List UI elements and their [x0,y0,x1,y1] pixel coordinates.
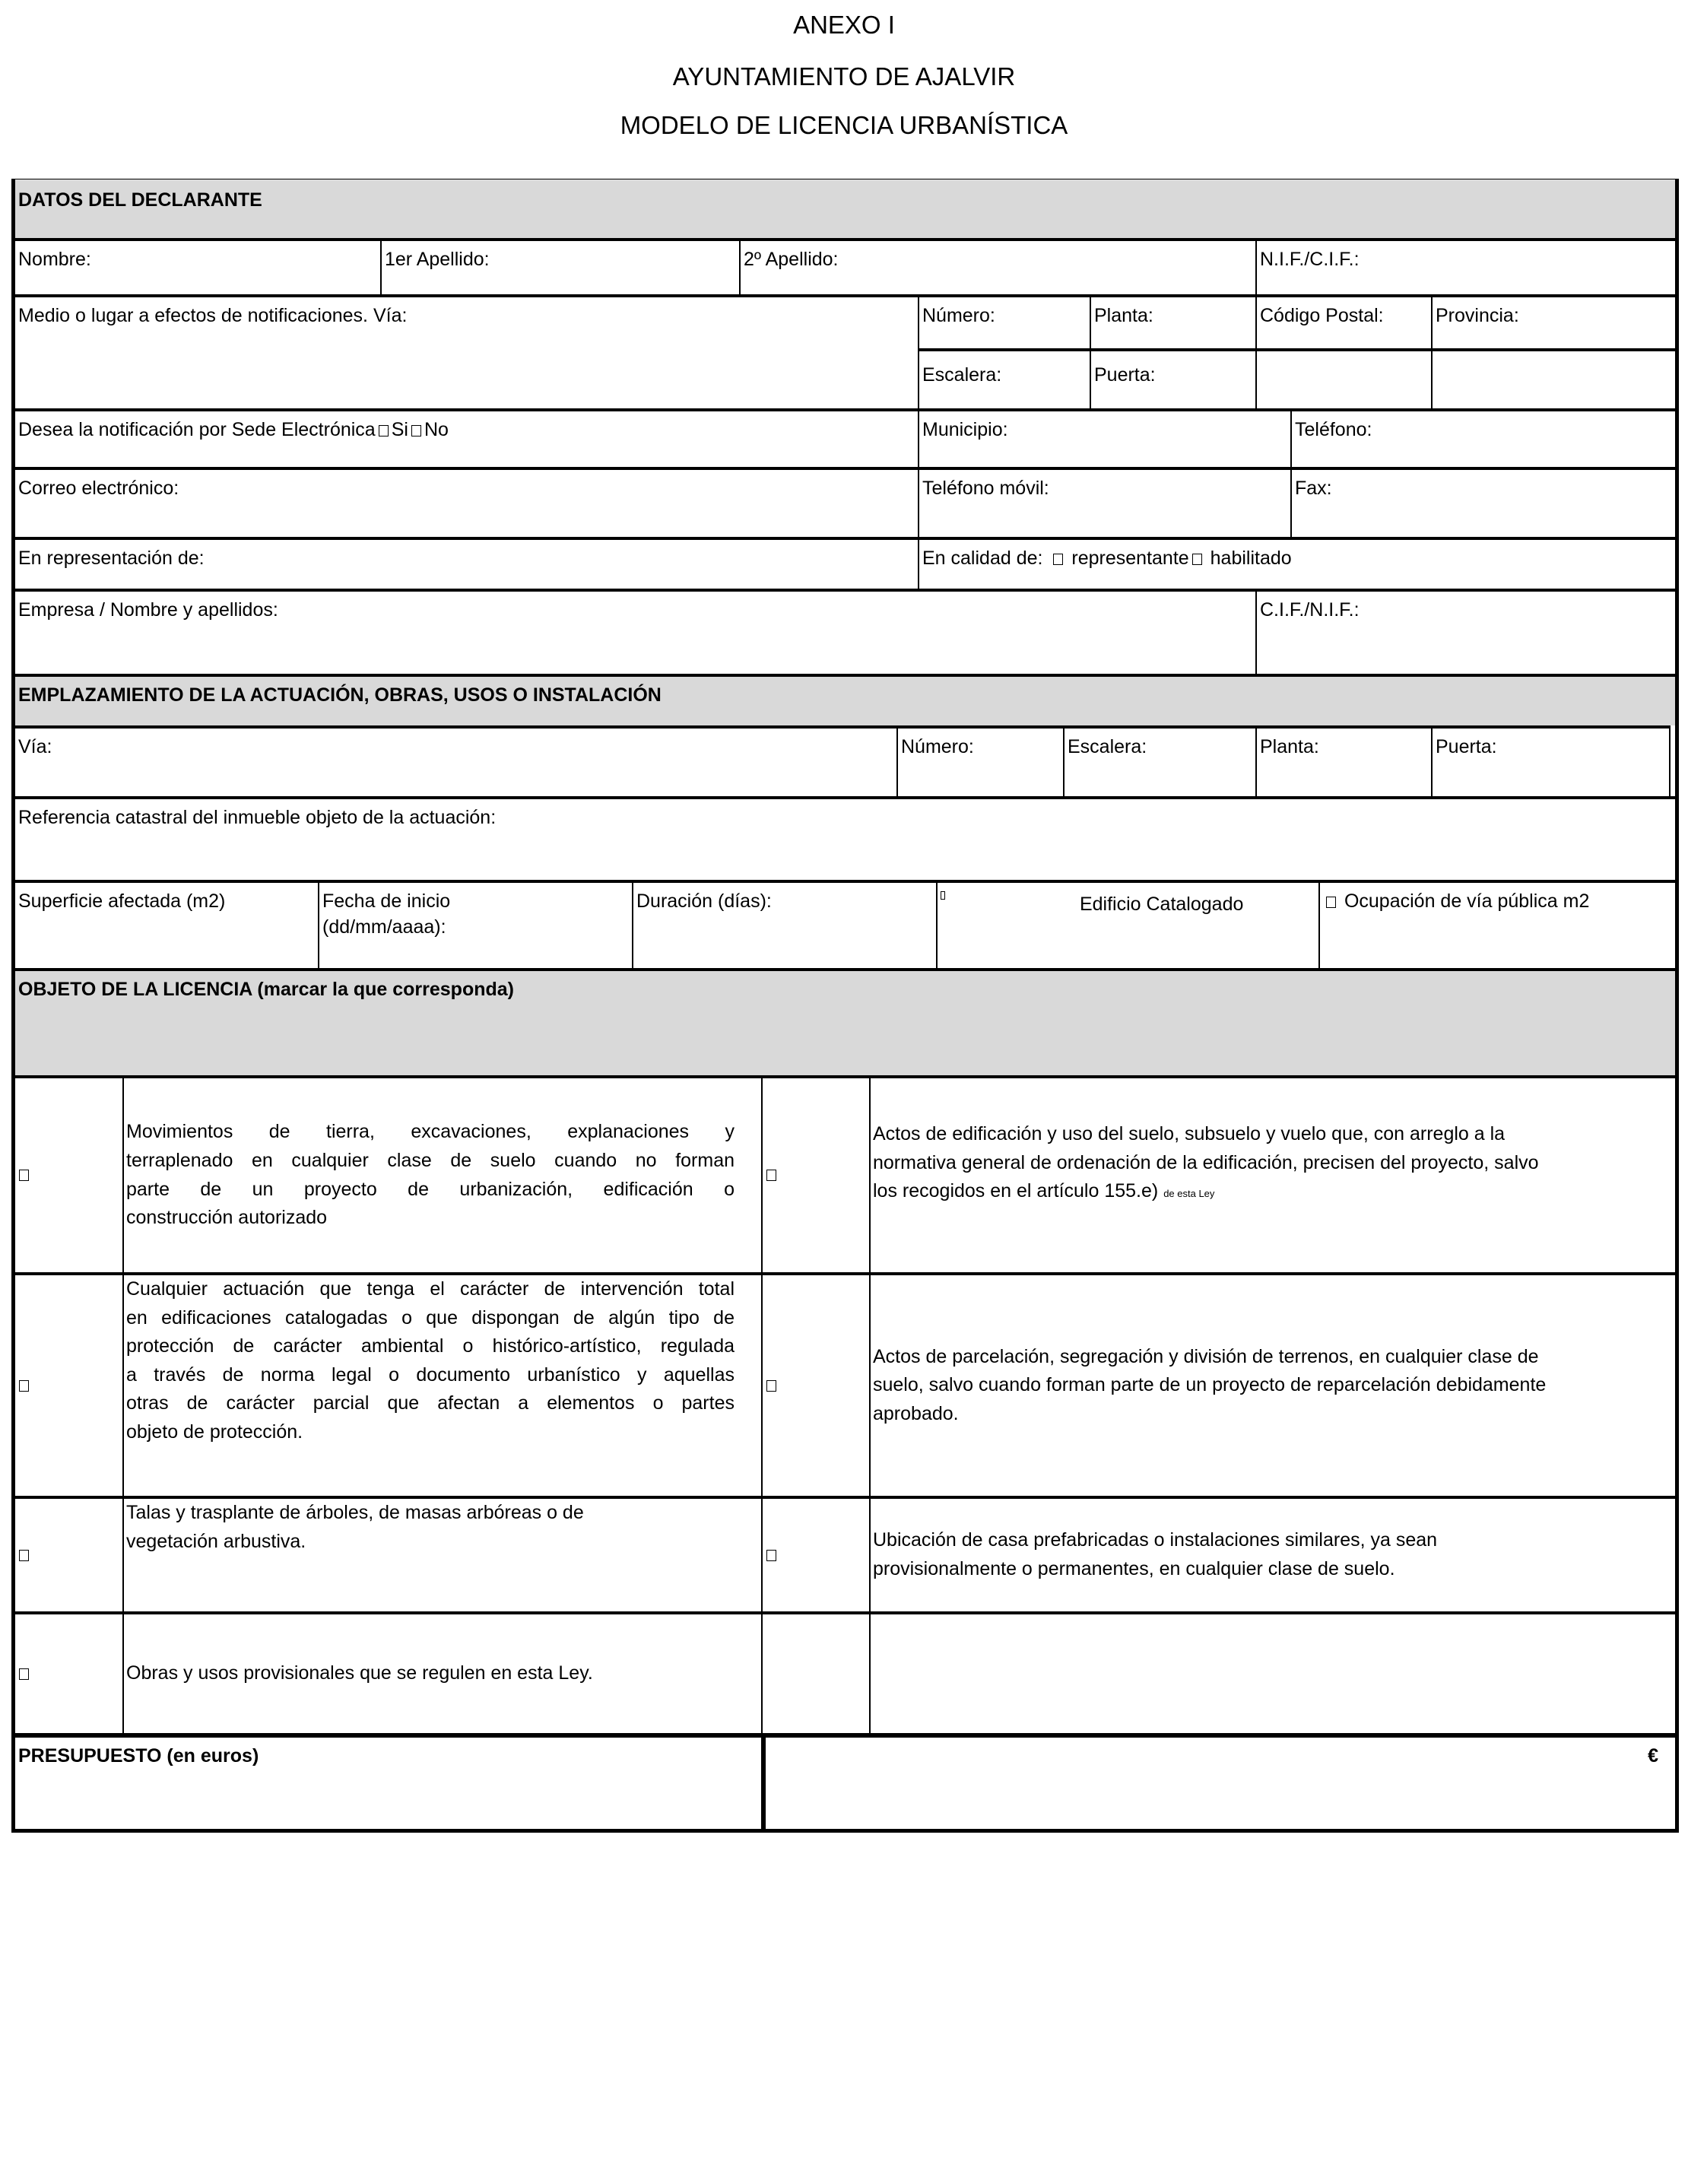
presupuesto-input[interactable] [761,1733,1675,1833]
objeto-checkbox-cell [15,1075,122,1272]
annex-title: ANEXO I [793,11,895,39]
habilitado-checkbox[interactable] [1192,554,1202,565]
referencia-catastral-field[interactable]: Referencia catastral del inmueble objeto de la actuación: [15,796,1675,880]
objeto-option-line: objeto de protección. [126,1421,303,1443]
objeto-option-line [873,1177,1671,1208]
objeto-option-line: Ubicación de casa prefabricadas o instalaciones similares, ya sean [873,1529,1438,1551]
license-form [11,179,1679,1833]
apellido1-field[interactable]: 1er Apellido: [380,238,739,294]
objeto-checkbox[interactable] [766,1380,776,1392]
objeto-option-line: Actos de parcelación, segregación y división de terrenos, en cualquier clase de [873,1345,1539,1367]
objeto-checkbox-cell [15,1272,122,1496]
sede-electronica-row [15,408,918,467]
objeto-checkbox-cell [761,1272,869,1496]
objeto-option-line: terraplenado en cualquier clase de suelo cuando no forman [126,1149,735,1171]
section-header-emplazamiento: EMPLAZAMIENTO DE LA ACTUACIÓN, OBRAS, USOS O INSTALACIÓN [15,674,1675,725]
emplazamiento-planta-field[interactable]: Planta: [1255,725,1431,796]
objeto-title: OBJETO DE LA LICENCIA [18,979,252,1000]
objeto-option-line: Cualquier actuación que tenga el carácter de intervención total [126,1278,735,1300]
objeto-option-line: Obras y usos provisionales que se regulen en esta Ley. [126,1662,593,1684]
objeto-checkbox[interactable] [19,1668,29,1680]
objeto-checkbox[interactable] [766,1550,776,1561]
fecha-inicio-format: (dd/mm/aaaa): [322,916,446,938]
planta-field[interactable]: Planta: [1090,294,1255,348]
catalogado-label: Edificio Catalogado [1079,894,1244,915]
sede-si-checkbox[interactable] [379,425,389,436]
objeto-option-text-cell [869,1075,1675,1272]
objeto-option-line: vegetación arbustiva. [126,1530,306,1552]
objeto-option-line: Actos de edificación y uso del suelo, subsuelo y vuelo que, con arreglo a la [873,1123,1506,1144]
objeto-option-text-cell [122,1075,761,1272]
objeto-checkbox-cell [761,1611,869,1733]
objeto-option-line: aprobado. [873,1402,959,1424]
currency-symbol: € [1648,1745,1658,1767]
provincia-value[interactable] [1431,348,1675,408]
catalogado-cell [936,880,1318,968]
objeto-checkbox[interactable] [19,1550,29,1561]
objeto-option-text-cell [122,1496,761,1611]
objeto-option-text-cell [869,1272,1675,1496]
via-field[interactable]: Vía: [15,725,896,796]
representante-label: representante [1071,548,1189,569]
emplazamiento-puerta-field[interactable]: Puerta: [1431,725,1671,796]
objeto-option-line: a través de norma legal o documento urbanístico y aquellas [126,1363,735,1386]
objeto-option-line: en edificaciones catalogadas o que dispongan de algún tipo de [126,1306,735,1328]
apellido2-field[interactable]: 2º Apellido: [739,238,1255,294]
ocupacion-cell [1318,880,1675,968]
escalera-field[interactable]: Escalera: [918,348,1090,408]
objeto-option-text-cell [122,1272,761,1496]
objeto-checkbox[interactable] [19,1170,29,1181]
fecha-inicio-field[interactable] [318,880,632,968]
representante-checkbox[interactable] [1053,554,1063,565]
form-title: MODELO DE LICENCIA URBANÍSTICA [620,111,1068,139]
section-header-declarante: DATOS DEL DECLARANTE [15,179,1675,238]
municipality-title: AYUNTAMIENTO DE AJALVIR [672,62,1016,90]
codigo-postal-value[interactable] [1255,348,1431,408]
sede-no-label: No [424,419,449,440]
calidad-label: En calidad de: [922,548,1043,569]
puerta-field[interactable]: Puerta: [1090,348,1255,408]
objeto-option-line: provisionalmente o permanentes, en cualquier clase de suelo. [873,1558,1395,1579]
objeto-option-line: Movimientos de tierra, excavaciones, explanaciones y [126,1121,735,1143]
objeto-option-line: parte de un proyecto de urbanización, edificación o [126,1178,735,1200]
objeto-option-line: Talas y trasplante de árboles, de masas arbóreas o de [126,1502,584,1523]
nombre-field[interactable]: Nombre: [15,238,380,294]
emplazamiento-escalera-field[interactable]: Escalera: [1063,725,1255,796]
municipio-field[interactable]: Municipio: [918,408,1290,467]
objeto-option-line-text: los recogidos en el artículo 155.e) [873,1180,1159,1202]
objeto-option-line: normativa general de ordenación de la edificación, precisen del proyecto, salvo [873,1151,1539,1173]
section-header-objeto [15,968,1675,1075]
objeto-subtitle: (marcar la que corresponda) [252,979,514,1000]
telefono-field[interactable]: Teléfono: [1290,408,1675,467]
objeto-checkbox-cell [761,1075,869,1272]
correo-field[interactable]: Correo electrónico: [15,467,918,537]
objeto-option-text-cell [869,1611,1675,1733]
catalogado-checkbox[interactable] [941,891,945,900]
representacion-field[interactable]: En representación de: [15,537,918,589]
objeto-option-text-cell [869,1496,1675,1611]
movil-field[interactable]: Teléfono móvil: [918,467,1290,537]
calidad-row [918,537,1675,589]
nif-field[interactable]: N.I.F./C.I.F.: [1255,238,1675,294]
objeto-checkbox-cell [15,1496,122,1611]
fax-field[interactable]: Fax: [1290,467,1675,537]
sede-si-label: Si [391,419,408,440]
numero-field[interactable]: Número: [918,294,1090,348]
objeto-option-text-cell [122,1611,761,1733]
sede-no-checkbox[interactable] [411,425,421,436]
objeto-checkbox-cell [761,1496,869,1611]
emplazamiento-numero-field[interactable]: Número: [896,725,1063,796]
habilitado-label: habilitado [1210,548,1292,569]
objeto-checkbox-cell [15,1611,122,1733]
fecha-inicio-label: Fecha de inicio [322,890,451,912]
presupuesto-label: PRESUPUESTO (en euros) [15,1733,761,1833]
empresa-field[interactable]: Empresa / Nombre y apellidos: [15,589,1255,674]
duracion-field[interactable]: Duración (días): [632,880,936,968]
objeto-option-line: suelo, salvo cuando forman parte de un proyecto de reparcelación debidamente [873,1374,1547,1396]
ocupacion-label: Ocupación de vía pública m2 [1344,890,1590,912]
objeto-option-suffix: de esta Ley [1163,1188,1215,1200]
objeto-option-line: construcción autorizado [126,1207,328,1229]
objeto-checkbox[interactable] [19,1380,29,1392]
ocupacion-checkbox[interactable] [1326,897,1336,908]
medio-notificacion-field[interactable]: Medio o lugar a efectos de notificaciones. Vía: [15,294,918,408]
superficie-field[interactable]: Superficie afectada (m2) [15,880,318,968]
objeto-checkbox[interactable] [766,1170,776,1181]
sede-electronica-label: Desea la notificación por Sede Electrónica [18,419,376,440]
codigo-postal-field[interactable]: Código Postal: [1255,294,1431,348]
objeto-option-line: protección de carácter ambiental o histórico-artístico, regulada [126,1335,735,1357]
cif-field[interactable]: C.I.F./N.I.F.: [1255,589,1675,674]
objeto-option-line: otras de carácter parcial que afectan a elementos o partes [126,1392,735,1414]
provincia-field[interactable]: Provincia: [1431,294,1675,348]
